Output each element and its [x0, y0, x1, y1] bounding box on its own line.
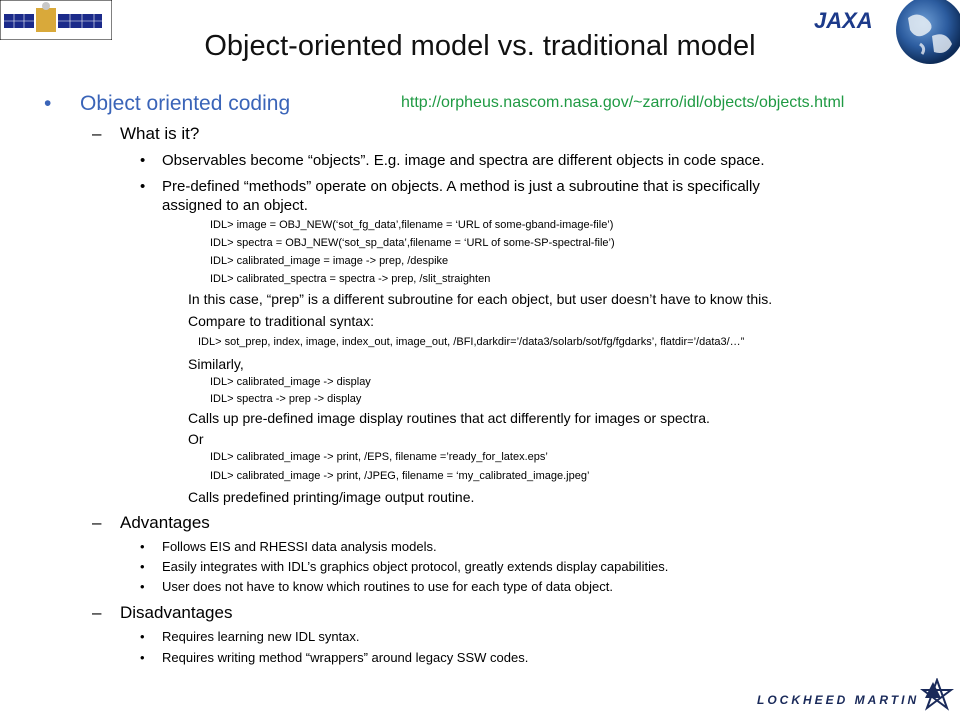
note-text: Or	[188, 431, 204, 447]
code-line: IDL> calibrated_image -> print, /JPEG, filename = ‘my_calibrated_image.jpeg’	[210, 470, 590, 482]
reference-url-link[interactable]: http://orpheus.nascom.nasa.gov/~zarro/idl/objects/objects.html	[401, 94, 845, 111]
what-bullet-text: Observables become “objects”. E.g. image and spectra are different objects in code space.	[162, 152, 765, 169]
bullet-dot-icon: •	[140, 539, 145, 554]
bullet-dot-icon: •	[140, 629, 145, 644]
what-bullet-text: assigned to an object.	[162, 197, 308, 214]
note-text: Calls predefined printing/image output routine.	[188, 489, 475, 505]
dash-icon: –	[92, 603, 102, 622]
slide-title: Object-oriented model vs. traditional model	[204, 30, 756, 62]
dash-icon: –	[92, 124, 102, 143]
jaxa-logo-text: JAXA	[814, 8, 873, 33]
bullet-dot-icon: •	[44, 92, 52, 115]
lockheed-martin-logo	[755, 678, 955, 718]
bullet-main-label: Object oriented coding	[80, 92, 291, 115]
bullet-dot-icon: •	[140, 650, 145, 665]
dis-bullet-text: Requires learning new IDL syntax.	[162, 629, 360, 644]
note-text: Similarly,	[188, 356, 244, 372]
bullet-dot-icon: •	[140, 152, 146, 169]
code-line: IDL> calibrated_image -> print, /EPS, filename =’ready_for_latex.eps’	[210, 451, 548, 463]
bullet-dot-icon: •	[140, 559, 145, 574]
code-line: IDL> spectra = OBJ_NEW(‘sot_sp_data’,filename = ‘URL of some-SP-spectral-file’)	[210, 237, 615, 249]
code-line: IDL> spectra -> prep -> display	[210, 393, 362, 405]
dash-icon: –	[92, 513, 102, 532]
bullet-dot-icon: •	[140, 178, 146, 195]
note-text: Compare to traditional syntax:	[188, 313, 374, 329]
adv-bullet-text: Follows EIS and RHESSI data analysis models.	[162, 539, 437, 554]
section-what-label: What is it?	[120, 124, 200, 143]
what-bullet-text: Pre-defined “methods” operate on objects. A method is just a subroutine that is specifically	[162, 178, 760, 195]
code-line: IDL> calibrated_spectra = spectra -> prep, /slit_straighten	[210, 273, 491, 285]
note-text: In this case, “prep” is a different subroutine for each object, but user doesn’t have to know this.	[188, 291, 773, 307]
adv-bullet-text: User does not have to know which routines to use for each type of data object.	[162, 579, 613, 594]
code-line: IDL> sot_prep, index, image, index_out, image_out, /BFI,darkdir=’/data3/solarb/sot/fg/fgdarks’, flatdir=’/data3/…”	[198, 336, 745, 348]
dis-bullet-text: Requires writing method “wrappers” around legacy SSW codes.	[162, 650, 529, 665]
code-line: IDL> calibrated_image -> display	[210, 376, 371, 388]
adv-bullet-text: Easily integrates with IDL’s graphics object protocol, greatly extends display capabilities.	[162, 559, 669, 574]
bullet-dot-icon: •	[140, 579, 145, 594]
note-text: Calls up pre-defined image display routines that act differently for images or spectra.	[188, 410, 710, 426]
code-line: IDL> image = OBJ_NEW(‘sot_fg_data’,filename = ‘URL of some-gband-image-file’)	[210, 219, 614, 231]
lockheed-martin-text: LOCKHEED MARTIN	[757, 693, 920, 707]
code-line: IDL> calibrated_image = image -> prep, /despike	[210, 255, 449, 267]
section-advantages-label: Advantages	[120, 513, 210, 532]
section-disadvantages-label: Disadvantages	[120, 603, 233, 622]
